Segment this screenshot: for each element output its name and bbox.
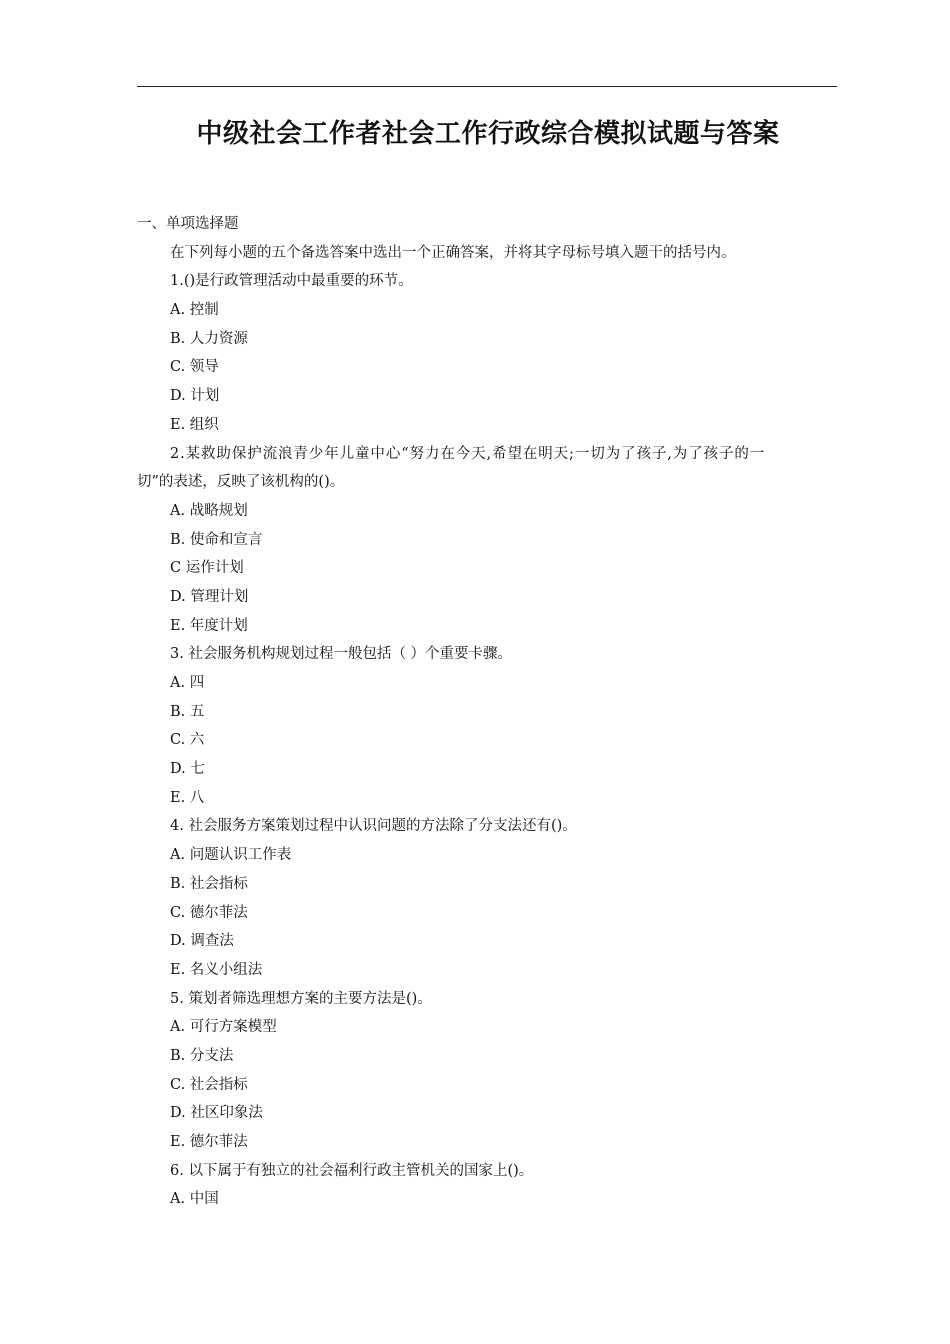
q5-option-d: D. 社区印象法 bbox=[170, 1105, 263, 1122]
q1-option-b: B. 人力资源 bbox=[170, 330, 248, 347]
q2-option-d: D. 管理计划 bbox=[170, 588, 249, 605]
q6-option-a: A. 中国 bbox=[170, 1191, 219, 1208]
q3-option-c: C. 六 bbox=[170, 732, 205, 749]
q3-option-d: D. 七 bbox=[170, 761, 205, 778]
instruction-text: 在下列每小题的五个备选答案中选出一个正确答案，并将其字母标号填入题干的括号内。 bbox=[170, 244, 736, 261]
q5-option-e: E. 德尔菲法 bbox=[170, 1134, 248, 1150]
q5-option-c: C. 社会指标 bbox=[170, 1076, 248, 1093]
q3-option-b: B. 五 bbox=[170, 703, 205, 720]
q5-option-b: B. 分支法 bbox=[170, 1047, 234, 1064]
q3-option-a: A. 四 bbox=[170, 675, 205, 691]
question-1: 1.()是行政管理活动中最重要的环节。 bbox=[170, 273, 413, 290]
q1-option-d: D. 计划 bbox=[170, 388, 220, 405]
question-4: 4. 社会服务方案策划过程中认识问题的方法除了分支法还有()。 bbox=[170, 818, 577, 835]
q2-option-c: C 运作计划 bbox=[170, 560, 244, 577]
q1-option-e: E. 组织 bbox=[170, 416, 219, 433]
q1-option-a: A. 控制 bbox=[170, 302, 219, 319]
q4-option-a: A. 问题认识工作表 bbox=[170, 847, 292, 864]
document-title: 中级社会工作者社会工作行政综合模拟试题与答案 bbox=[196, 119, 780, 149]
question-5: 5. 策划者筛选理想方案的主要方法是()。 bbox=[170, 990, 432, 1007]
q5-option-a: A. 可行方案模型 bbox=[170, 1019, 277, 1036]
q2-option-b: B. 使命和宣言 bbox=[170, 531, 263, 548]
q4-option-b: B. 社会指标 bbox=[170, 875, 248, 892]
question-3: 3. 社会服务机构规划过程一般包括（ ）个重要卡骤。 bbox=[170, 646, 513, 663]
section-heading: 一、单项选择题 bbox=[137, 216, 239, 232]
q3-option-e: E. 八 bbox=[170, 789, 205, 806]
q4-option-e: E. 名义小组法 bbox=[170, 961, 263, 978]
document-body bbox=[137, 210, 839, 1214]
header-rule bbox=[137, 86, 837, 87]
question-6: 6. 以下属于有独立的社会福利行政主管机关的国家上()。 bbox=[170, 1162, 534, 1179]
q4-option-c: C. 德尔菲法 bbox=[170, 904, 248, 921]
question-2-line-2: 切”的表述，反映了该机构的()。 bbox=[137, 474, 345, 491]
q2-option-e: E. 年度计划 bbox=[170, 617, 248, 634]
q1-option-c: C. 领导 bbox=[170, 359, 219, 376]
q4-option-d: D. 调查法 bbox=[170, 933, 234, 950]
question-2-line-1: 2.某救助保护流浪青少年儿童中心“努力在今天,希望在明天;一切为了孩子,为了孩子的一 bbox=[170, 445, 766, 462]
q2-option-a: A. 战略规划 bbox=[170, 502, 248, 519]
